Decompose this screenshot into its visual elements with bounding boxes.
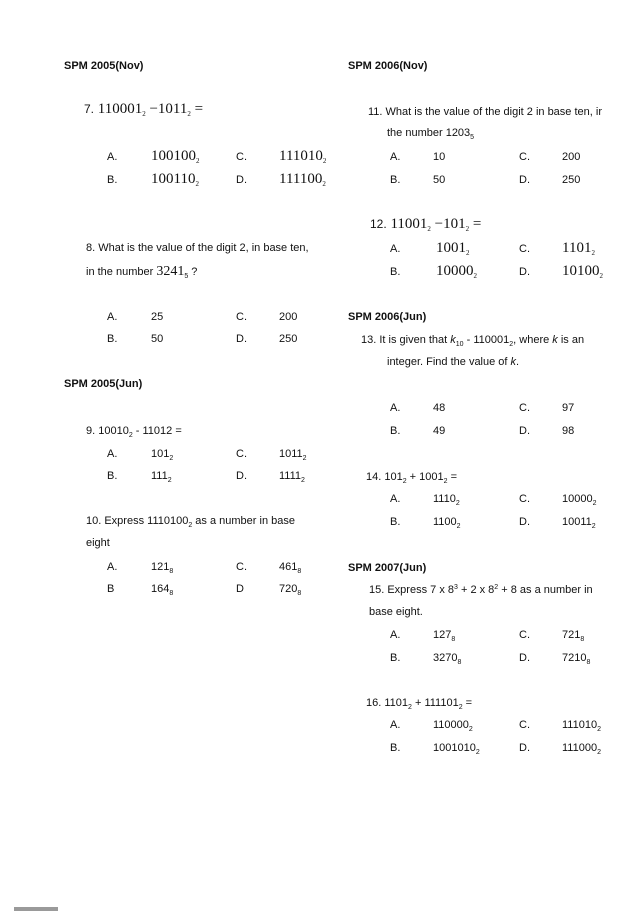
q12-option-b: $10000_2$ <box>436 263 477 280</box>
question-9: 9. $10010_2 - 11012$ = <box>86 425 182 439</box>
q11-option-b: 50 <box>433 174 446 186</box>
q7-number: 7. <box>84 102 95 116</box>
q10-label-b: B <box>107 583 115 595</box>
heading-spm-2006-nov: SPM 2006(Nov) <box>348 60 428 72</box>
heading-spm-2007-jun: SPM 2007(Jun) <box>348 562 427 574</box>
q9-label-b: B. <box>107 470 118 482</box>
q7-base-b: 2 <box>187 110 191 118</box>
q13-label-c: C. <box>519 402 530 414</box>
q11-option-c: 200 <box>562 151 581 163</box>
page-footer-bar <box>14 907 58 911</box>
q11-text-line1: 11. What is the value of the digit 2 in base ten, ir <box>368 106 602 118</box>
q8-label-b: B. <box>107 333 118 345</box>
q11-label-d: D. <box>519 174 530 186</box>
q15-text-line1: 15. Express 7 x $8^3 + 2$ x $8^2 + 8$ as a number in <box>369 584 593 596</box>
question-14: 14. $101_2 + 1001_2$ = <box>366 471 458 485</box>
q7-option-c: $111010_2$ <box>279 148 327 165</box>
q10-label-d: D <box>236 583 244 595</box>
q12-label-d: D. <box>519 266 530 278</box>
q16-option-b: $1001010_2$ <box>433 742 480 756</box>
q10-option-b: $164_8$ <box>151 583 174 597</box>
q14-label-b: B. <box>390 516 401 528</box>
q8-label-d: D. <box>236 333 247 345</box>
q10-text-line2: eight <box>86 537 110 549</box>
q14-option-b: $1100_2$ <box>433 516 461 530</box>
q10-option-d: $720_8$ <box>279 583 302 597</box>
q13-label-a: A. <box>390 402 401 414</box>
q11-option-d: 250 <box>562 174 581 186</box>
q8-text-line2: in the number $3241_5$ ? <box>86 264 198 280</box>
q13-option-c: 97 <box>562 402 575 414</box>
q12-label-c: C. <box>519 243 530 255</box>
q13-text-line1: 13. It is given that $k_{10} - 110001_2$, where k is an <box>361 334 585 348</box>
heading-spm-2005-jun: SPM 2005(Jun) <box>64 378 143 390</box>
q15-text-line2: base eight. <box>369 606 423 618</box>
q8-label-a: A. <box>107 311 118 323</box>
q7-option-b: $100110_2$ <box>151 171 199 188</box>
q11-label-b: B. <box>390 174 401 186</box>
q7-expr-b: −1011 <box>149 101 188 117</box>
heading-spm-2005-nov: SPM 2005(Nov) <box>64 60 144 72</box>
q7-option-a: $100100_2$ <box>151 148 200 165</box>
q8-option-c: 200 <box>279 311 298 323</box>
q8-number: 3241 <box>156 264 185 279</box>
q16-label-b: B. <box>390 742 401 754</box>
question-7 <box>84 101 203 118</box>
q7-equals: = <box>194 101 204 117</box>
q16-label-d: D. <box>519 742 530 754</box>
q9-label-c: C. <box>236 448 247 460</box>
heading-spm-2006-jun: SPM 2006(Jun) <box>348 311 427 323</box>
q13-text-line2: integer. Find the value of k. <box>387 356 520 368</box>
q11-option-a: 10 <box>433 151 446 163</box>
q12-option-a: $1001_2$ <box>436 240 470 257</box>
q15-label-c: C. <box>519 629 530 641</box>
q16-option-d: $111000_2$ <box>562 742 601 756</box>
q8-option-d: 250 <box>279 333 298 345</box>
q14-label-d: D. <box>519 516 530 528</box>
q10-option-a: $121_8$ <box>151 561 174 575</box>
q7-label-d: D. <box>236 174 247 186</box>
q8-option-a: 25 <box>151 311 164 323</box>
q13-option-a: 48 <box>433 402 446 414</box>
q7-label-a: A. <box>107 151 118 163</box>
q14-option-a: $1110_2$ <box>433 493 460 507</box>
q7-base-a: 2 <box>142 110 146 118</box>
q12-option-c: $1101_2$ <box>562 240 595 257</box>
q13-option-b: 49 <box>433 425 446 437</box>
q10-text-line1: 10. Express $1110100_2$ as a number in base <box>86 515 295 529</box>
q13-label-d: D. <box>519 425 530 437</box>
q11-label-a: A. <box>390 151 401 163</box>
q11-text-line2: the number $1203_5$ <box>387 127 475 141</box>
q7-label-c: C. <box>236 151 247 163</box>
q15-label-d: D. <box>519 652 530 664</box>
q14-option-d: $10011_2$ <box>562 516 596 530</box>
q7-option-d: $111100_2$ <box>279 171 326 188</box>
q13-option-d: 98 <box>562 425 575 437</box>
q14-label-c: C. <box>519 493 530 505</box>
q11-label-c: C. <box>519 151 530 163</box>
q12-label-a: A. <box>390 243 401 255</box>
q9-option-d: $1111_2$ <box>279 470 305 484</box>
q15-option-a: $127_8$ <box>433 629 456 643</box>
q14-label-a: A. <box>390 493 401 505</box>
q16-label-a: A. <box>390 719 401 731</box>
q15-label-b: B. <box>390 652 401 664</box>
q8-text-line1: 8. What is the value of the digit 2, in base ten, <box>86 242 309 254</box>
q16-label-c: C. <box>519 719 530 731</box>
q10-label-c: C. <box>236 561 247 573</box>
q15-label-a: A. <box>390 629 401 641</box>
q10-label-a: A. <box>107 561 118 573</box>
q9-option-c: $1011_2$ <box>279 448 307 462</box>
q7-expr-a: 110001 <box>97 101 143 117</box>
q13-label-b: B. <box>390 425 401 437</box>
q8-option-b: 50 <box>151 333 164 345</box>
q8-label-c: C. <box>236 311 247 323</box>
q16-option-c: $111010_2$ <box>562 719 601 733</box>
q12-label-b: B. <box>390 266 401 278</box>
q15-option-c: $721_8$ <box>562 629 585 643</box>
q9-option-a: $101_2$ <box>151 448 174 462</box>
q7-label-b: B. <box>107 174 118 186</box>
q15-option-d: $7210_8$ <box>562 652 591 666</box>
q16-option-a: $110000_2$ <box>433 719 473 733</box>
q9-option-b: $111_2$ <box>151 470 172 484</box>
q15-option-b: $3270_8$ <box>433 652 462 666</box>
q9-label-a: A. <box>107 448 118 460</box>
q9-label-d: D. <box>236 470 247 482</box>
question-16: 16. $1101_2 + 111101_2$ = <box>366 697 473 711</box>
q10-option-c: $461_8$ <box>279 561 302 575</box>
q14-option-c: $10000_2$ <box>562 493 597 507</box>
q12-option-d: $10100_2$ <box>562 263 603 280</box>
question-12: 12. $11001_2 -101_2$ = <box>370 216 482 233</box>
